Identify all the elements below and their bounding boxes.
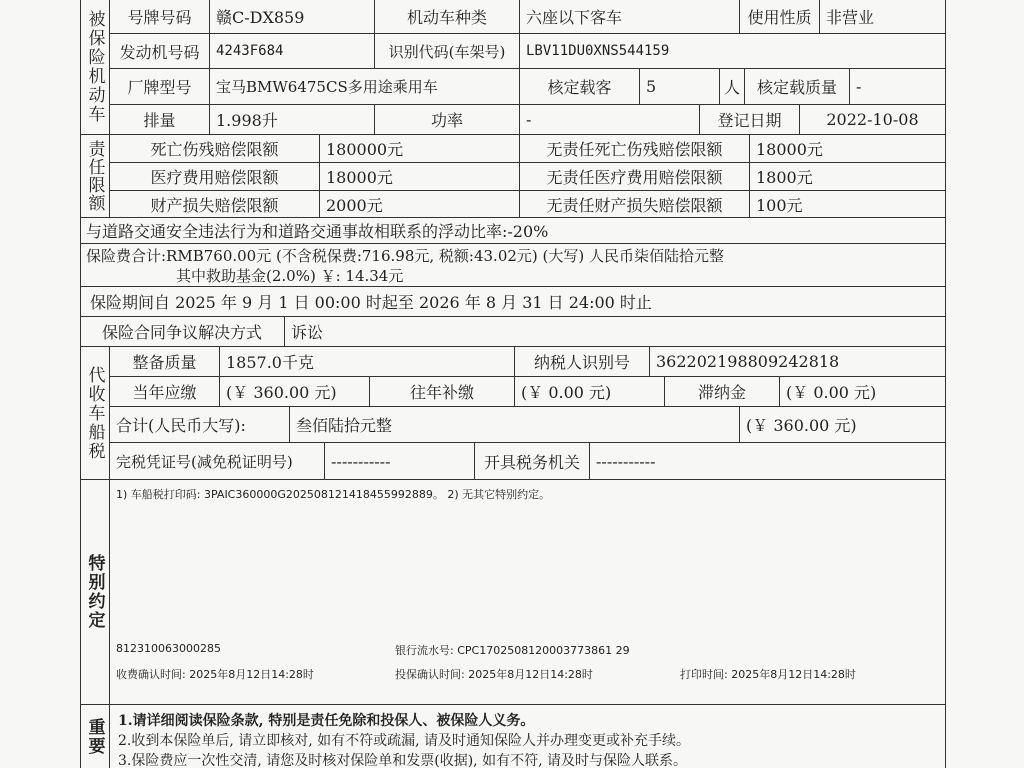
taxpayer-id-value: 362202198809242818 <box>650 347 946 377</box>
engine-label: 发动机号码 <box>110 34 210 69</box>
rescue-fund-text: 其中救助基金(2.0%) ￥: 14.34元 <box>176 267 404 285</box>
tax-office-value: ----------- <box>590 443 946 480</box>
print-time: 打印时间: 2025年8月12日14:28时 <box>680 668 856 681</box>
vehicle-type-value: 六座以下客车 <box>520 0 740 34</box>
register-date-label: 登记日期 <box>700 105 800 135</box>
tax-total-value: (￥ 360.00 元) <box>740 407 946 443</box>
insure-confirm-time: 投保确认时间: 2025年8月12日14:28时 <box>395 668 593 681</box>
usage-value: 非营业 <box>820 0 946 34</box>
seats-value: 5 <box>640 69 720 105</box>
table-outer-border <box>80 0 946 768</box>
float-rate-text: 与道路交通安全违法行为和道路交通事故相联系的浮动比率:-20% <box>80 218 946 244</box>
tax-section-label: 代收车船税 <box>80 347 110 480</box>
mass-label: 核定载质量 <box>745 69 850 105</box>
tax-cert-label: 完税凭证号(减免税证明号) <box>110 443 325 480</box>
fee-confirm-time: 收费确认时间: 2025年8月12日14:28时 <box>116 668 314 681</box>
tax-total-words: 叁佰陆拾元整 <box>290 407 740 443</box>
current-tax-value: (￥ 360.00 元) <box>220 377 370 407</box>
power-label: 功率 <box>375 105 520 135</box>
engine-value: 4243F684 <box>210 34 375 69</box>
curb-mass-value: 1857.0千克 <box>220 347 515 377</box>
liability-section-label: 责任限额 <box>80 135 110 218</box>
tax-total-label: 合计(人民币大写): <box>110 407 290 443</box>
special-section-label: 特别约定 <box>80 480 110 705</box>
nofault-medical-limit-label: 无责任医疗费用赔偿限额 <box>520 163 750 191</box>
plate-value: 赣C-DX859 <box>210 0 375 34</box>
nofault-medical-limit-value: 1800元 <box>750 163 946 191</box>
plate-label: 号牌号码 <box>110 0 210 34</box>
dispute-label: 保险合同争议解决方式 <box>80 317 285 347</box>
important-item-3: 3.保险费应一次性交清, 请您及时核对保险单和发票(收据), 如有不符, 请及时与保险人联系。 <box>118 753 687 768</box>
nofault-property-limit-value: 100元 <box>750 191 946 218</box>
important-section-label: 重要 <box>80 705 110 768</box>
taxpayer-id-label: 纳税人识别号 <box>515 347 650 377</box>
death-limit-label: 死亡伤残赔偿限额 <box>110 135 320 163</box>
special-note: 1) 车船税打印码: 3PAIC360000G202508121418455992889。 2) 无其它特别约定。 <box>116 488 551 501</box>
medical-limit-label: 医疗费用赔偿限额 <box>110 163 320 191</box>
model-label: 厂牌型号 <box>110 69 210 105</box>
nofault-death-limit-value: 18000元 <box>750 135 946 163</box>
vehicle-section-label: 被保险机动车 <box>80 0 110 135</box>
nofault-death-limit-label: 无责任死亡伤残赔偿限额 <box>520 135 750 163</box>
displacement-value: 1.998升 <box>210 105 375 135</box>
property-limit-label: 财产损失赔偿限额 <box>110 191 320 218</box>
death-limit-value: 180000元 <box>320 135 520 163</box>
important-item-1: 1.请详细阅读保险条款, 特别是责任免除和投保人、被保险人义务。 <box>118 713 535 729</box>
late-fee-label: 滞纳金 <box>665 377 780 407</box>
vin-value: LBV11DU0XNS544159 <box>520 34 946 69</box>
tax-office-label: 开具税务机关 <box>475 443 590 480</box>
seats-label: 核定载客 <box>520 69 640 105</box>
bank-serial: 银行流水号: CPC1702508120003773861 29 <box>395 644 630 657</box>
medical-limit-value: 18000元 <box>320 163 520 191</box>
premium-total-text: 保险费合计:RMB760.00元 (不含税保费:716.98元, 税额:43.02元) (大写) 人民币柒佰陆拾元整 <box>86 247 725 265</box>
model-value: 宝马BMW6475CS多用途乘用车 <box>210 69 520 105</box>
power-value: - <box>520 105 700 135</box>
seats-unit: 人 <box>720 69 745 105</box>
usage-label: 使用性质 <box>740 0 820 34</box>
nofault-property-limit-label: 无责任财产损失赔偿限额 <box>520 191 750 218</box>
vehicle-type-label: 机动车种类 <box>375 0 520 34</box>
tax-cert-value: ----------- <box>325 443 475 480</box>
insurance-period-text: 保险期间自 2025 年 9 月 1 日 00:00 时起至 2026 年 8 月 31 日 24:00 时止 <box>80 287 946 317</box>
curb-mass-label: 整备质量 <box>110 347 220 377</box>
special-code: 812310063000285 <box>116 642 221 655</box>
prior-tax-value: (￥ 0.00 元) <box>515 377 665 407</box>
property-limit-value: 2000元 <box>320 191 520 218</box>
vin-label: 识别代码(车架号) <box>375 34 520 69</box>
important-item-2: 2.收到本保险单后, 请立即核对, 如有不符或疏漏, 请及时通知保险人并办理变更或补充手续。 <box>118 733 691 749</box>
prior-tax-label: 往年补缴 <box>370 377 515 407</box>
dispute-value: 诉讼 <box>285 317 946 347</box>
register-date-value: 2022-10-08 <box>800 105 946 135</box>
late-fee-value: (￥ 0.00 元) <box>780 377 946 407</box>
current-tax-label: 当年应缴 <box>110 377 220 407</box>
mass-value: - <box>850 69 946 105</box>
displacement-label: 排量 <box>110 105 210 135</box>
